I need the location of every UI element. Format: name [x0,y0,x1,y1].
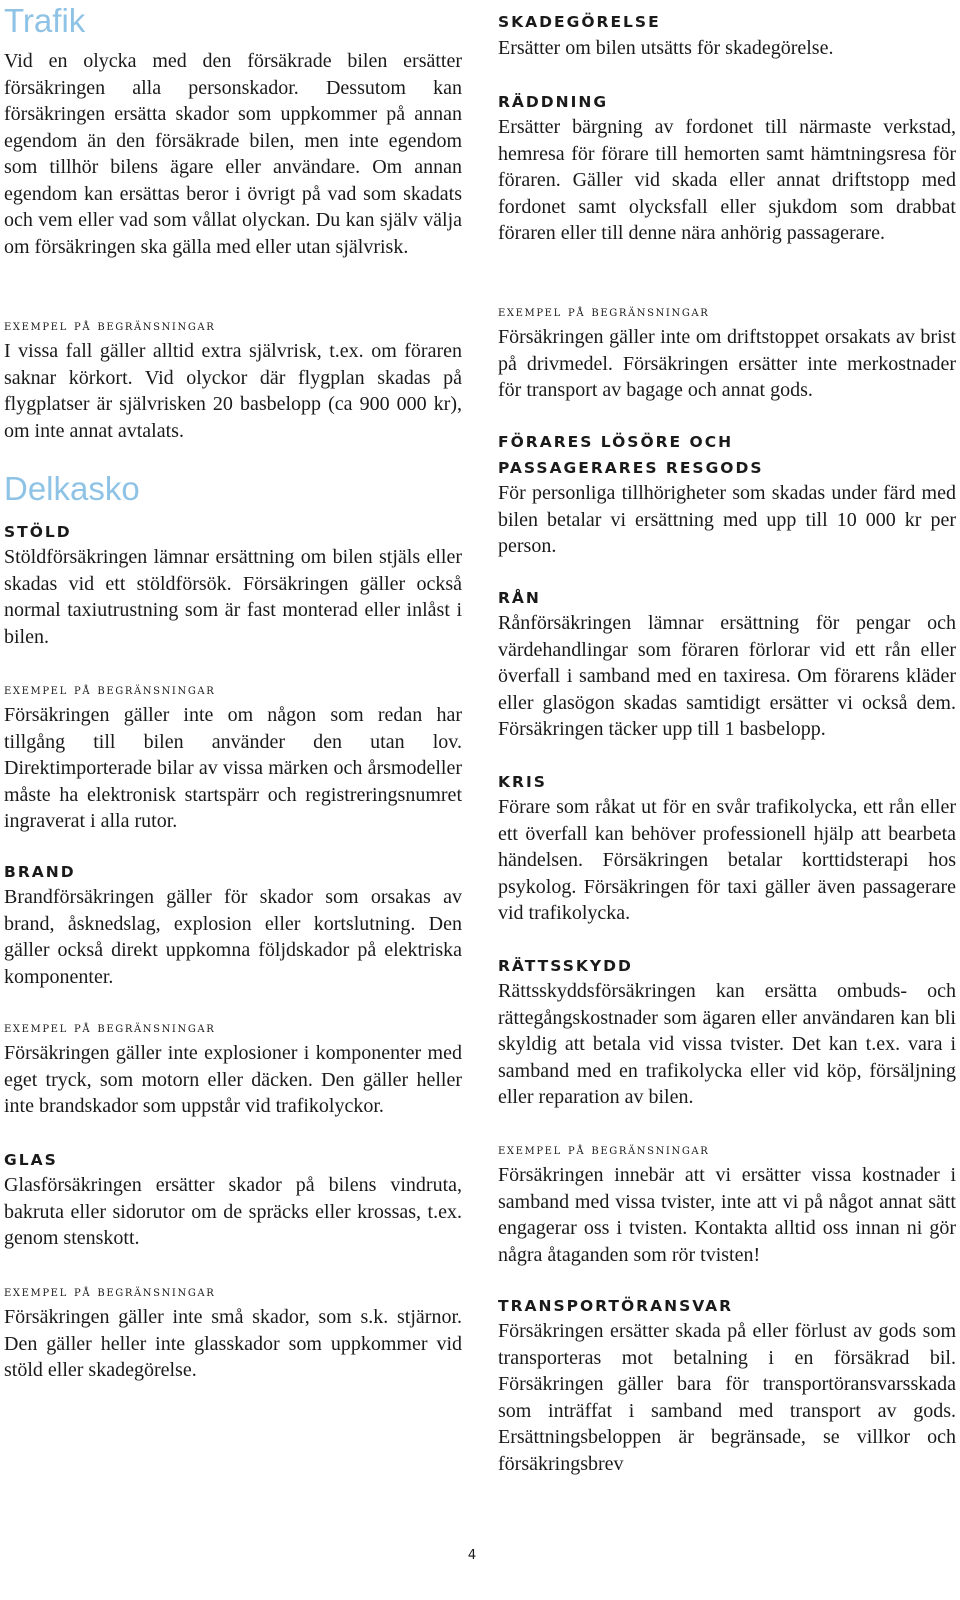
losore-text: För personliga tillhörigheter som skadas under färd med bilen betalar vi ersättning med upp till 10 000 kr per person. [498,482,956,557]
stold-heading: STÖLD [4,523,72,541]
transportoransvar-heading: TRANSPORTÖRANSVAR [498,1297,734,1315]
trafik-limitations-text: I vissa fall gäller alltid extra självrisk, t.ex. om föraren saknar körkort. Vid olyckor där flygplan skadas på flygplatser är självrisken 20 basbelopp (ca 900 000 kr), om inte annat avtalats. [4,340,462,442]
rattsskydd-limitations-heading: exempel på begränsningar [498,1142,710,1158]
section-title-trafik: Trafik [4,2,86,39]
brand-text: Brandförsäkringen gäller för skador som orsakas av brand, åsknedslag, explosion eller kortslutning. Den gäller också direkt uppkomna följdskador på elektriska komponenter. [4,886,462,988]
rattsskydd-text: Rättsskyddsförsäkringen kan ersätta ombuds- och rättegångskostnader som ägaren eller användaren kan bli skyldig att betala vid vissa tvister. Det kan t.ex. vara i samband med en trafikolycka eller vid köp, försäljning eller reparation av bilen. [498,980,956,1108]
glas-limitations-text: Försäkringen gäller inte små skador, som s.k. stjärnor. Den gäller heller inte glasskador som uppkommer vid stöld eller skadegörelse. [4,1306,462,1381]
raddning-text: Ersätter bärgning av fordonet till närmaste verkstad, hemresa för förare till hemorten samt hämtningsresa för föraren. Gäller vid skada eller annat driftstopp med fordonet samt olycksfall eller sjukdom som drabbat föraren eller till denne nära anhörig passagerare. [498,116,956,244]
trafik-text: Vid en olycka med den försäkrade bilen ersätter försäkringen alla personskador. Dessutom kan försäkringen ersätta skador som uppkommer på annan egendom än den försäkrade bilen, men inte egendom som tillhör bilens ägare eller användare. Om annan egendom kan ersättas beror i övrigt på vad som skadats och vem eller vad som vållat olyckan. Du kan själv välja om försäkringen ska gälla med eller utan självrisk. [4,50,462,258]
trafik-section [4,2,462,40]
ran-heading: RÅN [498,589,541,607]
losore-heading-line-2: PASSAGERARES RESGODS [498,459,764,477]
skadegorelse-text: Ersätter om bilen utsätts för skadegörelse. [498,37,834,59]
glas-heading: GLAS [4,1151,58,1169]
raddning-limitations-heading: exempel på begränsningar [498,304,710,320]
rattsskydd-limitations-text: Försäkringen innebär att vi ersätter vissa kostnader i samband med vissa tvister, inte att vi på något annat sätt engagerar oss i tvisten. Kontakta alltid oss innan ni gör några åtaganden som rör tvisten! [498,1164,956,1266]
raddning-heading: RÄDDNING [498,93,609,111]
kris-text: Förare som råkat ut för en svår trafikolycka, ett rån eller ett överfall kan behöver professionell hjälp att bearbeta händelsen. Försäkringen betalar korttidsterapi hos psykolog. Försäkringen för taxi gäller även passagerare vid trafikolycka. [498,796,956,924]
brand-heading: BRAND [4,863,76,881]
kris-heading: KRIS [498,773,547,791]
brand-limitations-heading: exempel på begränsningar [4,1020,216,1036]
section-title-delkasko: Delkasko [4,470,140,507]
glas-limitations-heading: exempel på begränsningar [4,1284,216,1300]
glas-text: Glasförsäkringen ersätter skador på bilens vindruta, bakruta eller sidorutor om de spräcks eller krossas, t.ex. genom stenskott. [4,1174,462,1249]
losore-heading-line-1: FÖRARES LÖSÖRE OCH [498,433,734,451]
raddning-limitations-text: Försäkringen gäller inte om driftstoppet orsakats av brist på drivmedel. Försäkringen ersätter inte merkostnader för transport av bagage och annat gods. [498,326,956,401]
ran-text: Rånförsäkringen lämnar ersättning för pengar och värdehandlingar som föraren förlorar vid ett rån eller överfall i samband med en taxiresa. Om förarens kläder eller glasögon skadas samtidigt ersätter vi också dem. Försäkringen täcker upp till 1 basbelopp. [498,612,956,740]
stold-text: Stöldförsäkringen lämnar ersättning om bilen stjäls eller skadas vid ett stöldförsök. Försäkringen gäller också normal taxiutrustning som är fast monterad eller inlåst i bilen. [4,546,462,648]
page-number: 4 [467,1548,477,1563]
stold-limitations-heading: exempel på begränsningar [4,682,216,698]
stold-limitations-text: Försäkringen gäller inte om någon som redan har tillgång till bilen använder den utan lov. Direktimporterade bilar av vissa märken och årsmodeller måste ha elektronisk startspärr och registreringsnumret ingraverat i alla rutor. [4,704,462,832]
brand-limitations-text: Försäkringen gäller inte explosioner i komponenter med eget tryck, som motorn eller däcken. Den gäller heller inte brandskador som uppstår vid trafikolyckor. [4,1042,462,1117]
rattsskydd-heading: RÄTTSSKYDD [498,957,633,975]
skadegorelse-heading: SKADEGÖRELSE [498,13,661,31]
trafik-limitations-heading: exempel på begränsningar [4,318,216,334]
transportoransvar-text: Försäkringen ersätter skada på eller förlust av gods som transporteras mot betalning i en försäkrad bil. Försäkringen gäller bara för transportöransvarsskada som inträffat i samband med transport av gods. Ersättningsbeloppen är begränsade, se villkor och försäkringsbrev [498,1320,956,1475]
